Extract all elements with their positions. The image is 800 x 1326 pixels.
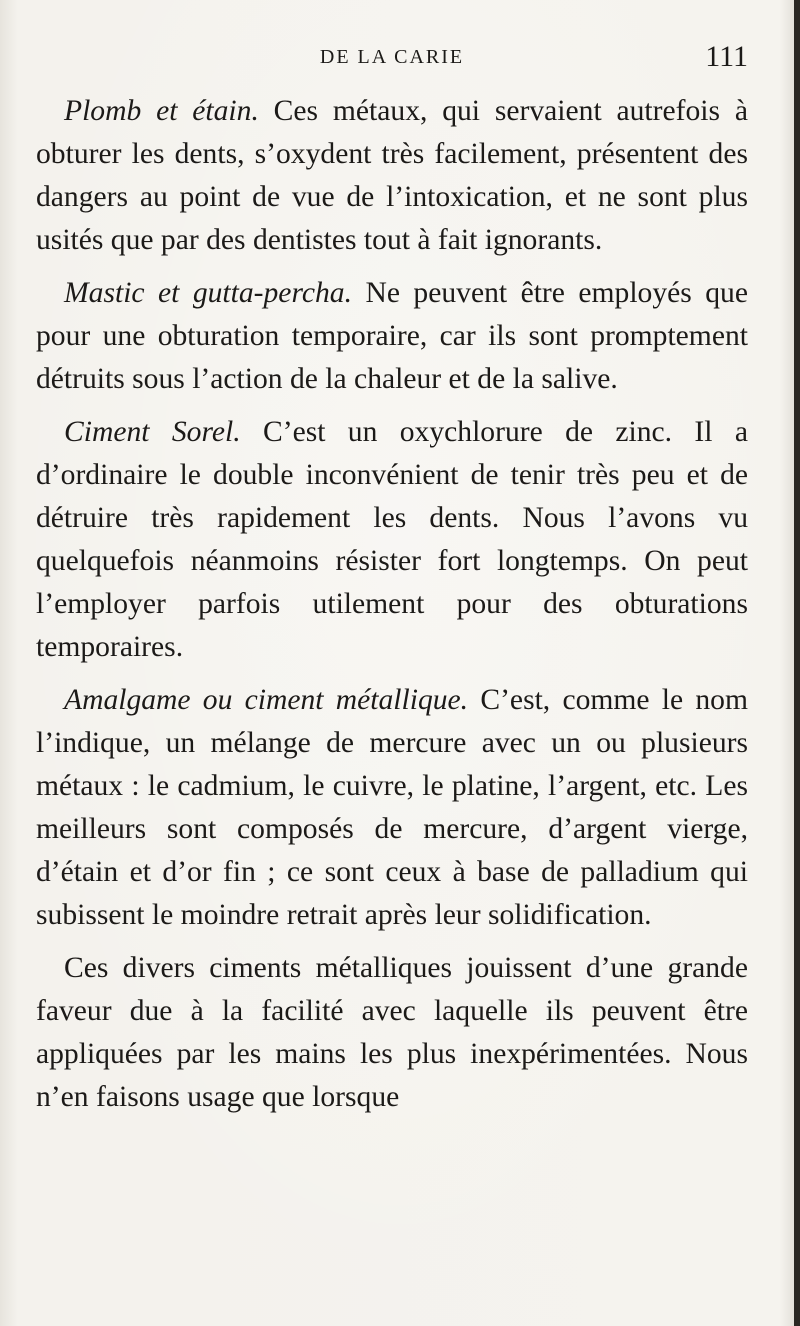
running-head-title: DE LA CARIE: [319, 46, 465, 68]
paragraph-lead-italic: Amalgame ou ciment métallique.: [64, 684, 469, 716]
paragraph-body: Ces divers ciments métalliques jouissent d’une grande faveur due à la facilité avec laquelle ils peuvent être appliquées par les mains les plus inexpérimentées. Nous n’en faisons usage que lorsque: [36, 952, 748, 1113]
paragraph-ciments-metalliques: [36, 947, 748, 1119]
paragraph-body: C’est un oxychlorure de zinc. Il a d’ordinaire le double inconvénient de tenir très peu et de détruire très rapidement les dents. Nous l’avons vu quelquefois néanmoins résister fort longtemps. On peut l’employer parfois utilement pour des obturations temporaires.: [36, 416, 749, 663]
paragraph-mastic-gutta-percha: [36, 272, 748, 401]
page-number: 111: [705, 40, 748, 73]
paragraph-body: C’est, comme le nom l’indique, un mélange de mercure avec un ou plusieurs métaux : le cadmium, le cuivre, le platine, l’argent, etc. Les meilleurs sont composés de mercure, d’argent vierge, d’étain et d’or fin ; ce sont ceux à base de palladium qui subissent le moindre retrait après leur solidification.: [36, 684, 748, 931]
book-spine-edge: [794, 0, 800, 1326]
paragraph-body: Ne peuvent être employés que pour une obturation temporaire, car ils sont promptement détruits sous l’action de la chaleur et de la salive.: [36, 277, 748, 395]
paragraph-body: Ces métaux, qui servaient autrefois à obturer les dents, s’oxydent très facilement, présentent des dangers au point de vue de l’intoxication, et ne sont plus usités que par des dentistes tout à fait ignorants.: [36, 95, 748, 256]
paragraph-plomb-etain: [36, 90, 748, 262]
paragraph-amalgame: [36, 679, 748, 937]
paragraph-lead-italic: Ciment Sorel.: [64, 416, 241, 448]
paragraph-lead-italic: Mastic et gutta-percha.: [64, 277, 352, 309]
running-head: [36, 40, 748, 80]
paragraph-lead-italic: Plomb et étain.: [64, 95, 259, 127]
paragraph-ciment-sorel: [36, 411, 748, 669]
body-text: [36, 90, 748, 1129]
